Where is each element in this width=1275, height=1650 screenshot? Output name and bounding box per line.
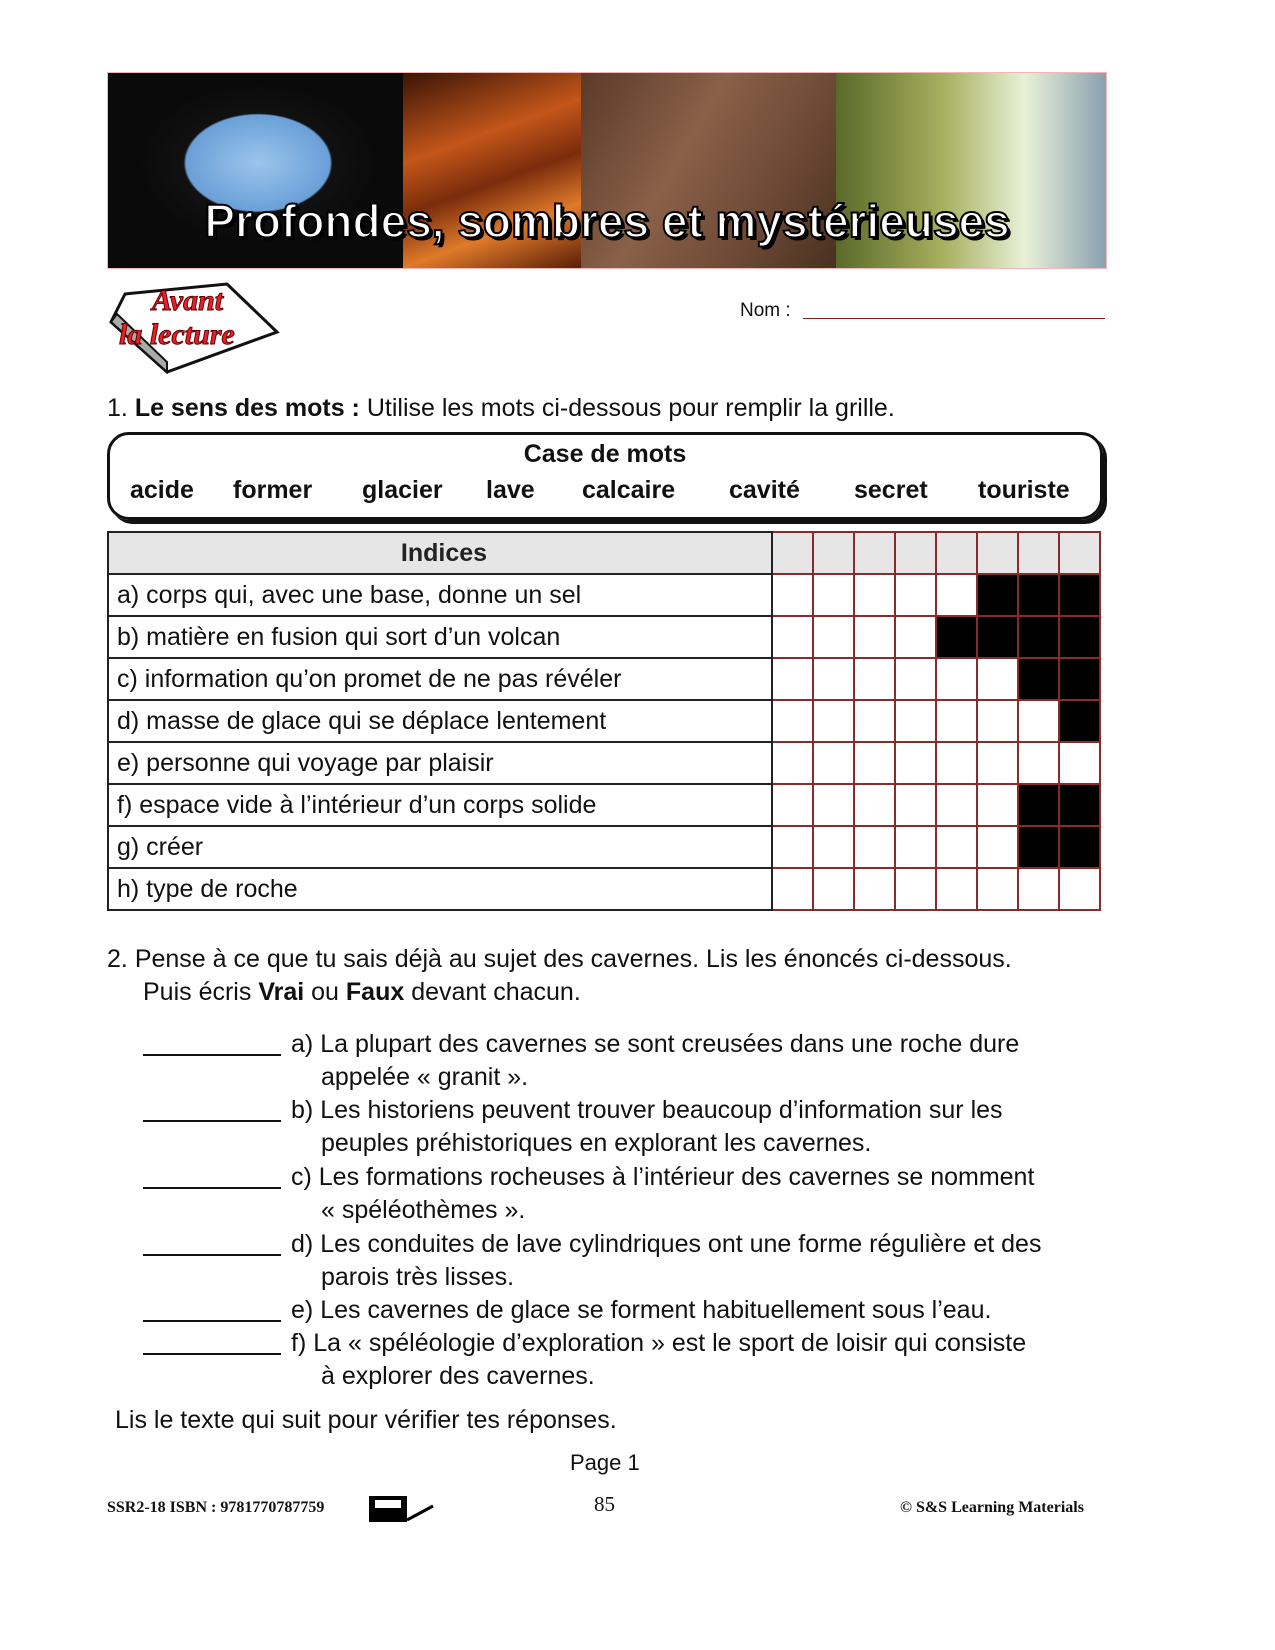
letter-cell[interactable] [772,616,813,658]
header-cell [1018,532,1059,574]
question-1 [107,393,895,423]
grid-row [108,784,1100,826]
question-2 [107,944,1012,974]
grid-row [108,826,1100,868]
page-number: 85 [594,1492,615,1516]
q1-instruction: Utilise les mots ci-dessous pour remplir la grille. [359,394,895,422]
statement-label: a) [291,1030,314,1058]
blocked-cell [977,574,1018,616]
grid-row [108,574,1100,616]
statement-line2: « spéléothèmes ». [321,1196,526,1224]
book-reader-icon [367,1490,437,1524]
header-cell [977,532,1018,574]
letter-cell[interactable] [977,784,1018,826]
header-cell [936,532,977,574]
statement-line2: appelée « granit ». [321,1063,529,1091]
letter-cell[interactable] [895,700,936,742]
avant-la-lecture-logo [107,282,282,374]
grid-row [108,700,1100,742]
statement-label: d) [291,1230,314,1258]
letter-cell[interactable] [772,826,813,868]
letter-cell[interactable] [1018,742,1059,784]
header-cell [895,532,936,574]
answer-blank[interactable] [143,1187,281,1189]
letter-cell[interactable] [772,784,813,826]
blocked-cell [977,616,1018,658]
word: glacier [362,476,443,504]
word: lave [486,476,535,504]
isbn-code: SSR2-18 ISBN : 9781770787759 [107,1499,325,1516]
statement-line2: à explorer des cavernes. [321,1362,595,1390]
letter-cell[interactable] [936,574,977,616]
letter-cell[interactable] [813,784,854,826]
header-cell [772,532,813,574]
q2-number: 2. [107,945,128,973]
grid-row [108,616,1100,658]
letter-cell[interactable] [895,868,936,910]
vrai-label: Vrai [258,978,305,1006]
blocked-cell [1018,784,1059,826]
letter-cell[interactable] [936,868,977,910]
letter-cell[interactable] [895,658,936,700]
word-box [107,432,1103,520]
letter-cell[interactable] [854,742,895,784]
letter-cell[interactable] [936,658,977,700]
faux-label: Faux [345,978,405,1006]
text: ou [304,978,346,1006]
letter-cell[interactable] [854,784,895,826]
clue: a) corps qui, avec une base, donne un sel [108,574,772,616]
letter-cell[interactable] [1018,700,1059,742]
statement-line1: Les historiens peuvent trouver beaucoup d’information sur les [320,1096,1003,1124]
letter-cell[interactable] [813,742,854,784]
statement-line2: peuples préhistoriques en explorant les cavernes. [321,1129,872,1157]
page-label: Page 1 [570,1450,640,1475]
blocked-cell [1018,658,1059,700]
blocked-cell [1059,826,1100,868]
statement-text [291,1161,1034,1227]
statement-text [291,1028,1019,1094]
statement-label: b) [291,1096,314,1124]
blocked-cell [1059,784,1100,826]
letter-cell[interactable] [936,700,977,742]
letter-cell[interactable] [813,616,854,658]
banner-title: Profondes, sombres et mystérieuses [204,195,1010,247]
word: secret [854,476,928,504]
crossword-grid [107,531,1101,911]
statement-text [291,1228,1041,1294]
letter-cell[interactable] [854,658,895,700]
answer-blank[interactable] [143,1320,281,1322]
letter-cell[interactable] [895,826,936,868]
letter-cell[interactable] [977,826,1018,868]
header-banner [107,72,1107,269]
header-cell [1059,532,1100,574]
name-input-line[interactable] [803,318,1105,319]
header-cell [854,532,895,574]
clue: d) masse de glace qui se déplace lentement [108,700,772,742]
letter-cell[interactable] [813,658,854,700]
word: touriste [978,476,1070,504]
answer-blank[interactable] [143,1254,281,1256]
letter-cell[interactable] [936,742,977,784]
letter-cell[interactable] [854,574,895,616]
statement-text [291,1294,991,1327]
statement-label: f) [291,1329,307,1357]
clue: c) information qu’on promet de ne pas révéler [108,658,772,700]
letter-cell[interactable] [977,868,1018,910]
blocked-cell [936,616,977,658]
clue: h) type de roche [108,868,772,910]
answer-blank[interactable] [143,1353,281,1355]
clue: g) créer [108,826,772,868]
closing-instruction: Lis le texte qui suit pour vérifier tes réponses. [115,1406,617,1434]
letter-cell[interactable] [895,784,936,826]
q1-number: 1. [107,394,128,422]
letter-cell[interactable] [772,742,813,784]
grid-row [108,658,1100,700]
letter-cell[interactable] [772,700,813,742]
logo-text-line2: la lecture [119,318,235,351]
clue: e) personne qui voyage par plaisir [108,742,772,784]
letter-cell[interactable] [813,868,854,910]
letter-cell[interactable] [854,700,895,742]
word-box-title: Case de mots [523,440,687,468]
text: Puis écris [143,978,259,1006]
copyright: © S&S Learning Materials [900,1499,1084,1516]
clue: f) espace vide à l’intérieur d’un corps solide [108,784,772,826]
statement-text [291,1327,1026,1393]
blocked-cell [1018,574,1059,616]
letter-cell[interactable] [1018,868,1059,910]
letter-cell[interactable] [772,574,813,616]
statement-line1: Les conduites de lave cylindriques ont une forme régulière et des [320,1230,1042,1258]
letter-cell[interactable] [813,574,854,616]
header-cell [813,532,854,574]
letter-cell[interactable] [936,784,977,826]
statement-line1: Les cavernes de glace se forment habituellement sous l’eau. [320,1296,992,1324]
letter-cell[interactable] [895,574,936,616]
statement-line1: Les formations rocheuses à l’intérieur des cavernes se nomment [318,1163,1035,1191]
grid-header: Indices [108,532,772,574]
clue: b) matière en fusion qui sort d’un volcan [108,616,772,658]
word: cavité [729,476,800,504]
letter-cell[interactable] [854,826,895,868]
blocked-cell [1059,616,1100,658]
word: calcaire [582,476,676,504]
letter-cell[interactable] [977,742,1018,784]
blocked-cell [1059,658,1100,700]
letter-cell[interactable] [895,742,936,784]
statement-text [291,1094,1003,1160]
blocked-cell [1059,700,1100,742]
question-2-line2 [143,977,581,1007]
logo-text-line1: Avant [152,284,224,317]
blocked-cell [1018,826,1059,868]
letter-cell[interactable] [977,700,1018,742]
letter-cell[interactable] [936,826,977,868]
letter-cell[interactable] [813,700,854,742]
word: acide [130,476,194,504]
blocked-cell [1059,574,1100,616]
blocked-cell [1018,616,1059,658]
letter-cell[interactable] [772,868,813,910]
answer-blank[interactable] [143,1120,281,1122]
word: former [233,476,313,504]
grid-header-row [108,532,1100,574]
q2-line1: Pense à ce que tu sais déjà au sujet des cavernes. Lis les énoncés ci-dessous. [134,945,1012,973]
statement-line1: La « spéléologie d’exploration » est le sport de loisir qui consiste [313,1329,1027,1357]
letter-cell[interactable] [813,826,854,868]
letter-cell[interactable] [977,658,1018,700]
letter-cell[interactable] [895,616,936,658]
statement-label: c) [291,1163,312,1191]
grid-row [108,868,1100,910]
letter-cell[interactable] [1059,742,1100,784]
letter-cell[interactable] [772,658,813,700]
letter-cell[interactable] [854,616,895,658]
grid-row [108,742,1100,784]
statement-line2: parois très lisses. [321,1263,515,1291]
letter-cell[interactable] [854,868,895,910]
name-label: Nom : [740,300,791,321]
statement-label: e) [291,1296,314,1324]
letter-cell[interactable] [1059,868,1100,910]
statement-line1: La plupart des cavernes se sont creusées dans une roche dure [320,1030,1020,1058]
q1-title: Le sens des mots : [134,394,360,422]
answer-blank[interactable] [143,1054,281,1056]
text: devant chacun. [404,978,581,1006]
